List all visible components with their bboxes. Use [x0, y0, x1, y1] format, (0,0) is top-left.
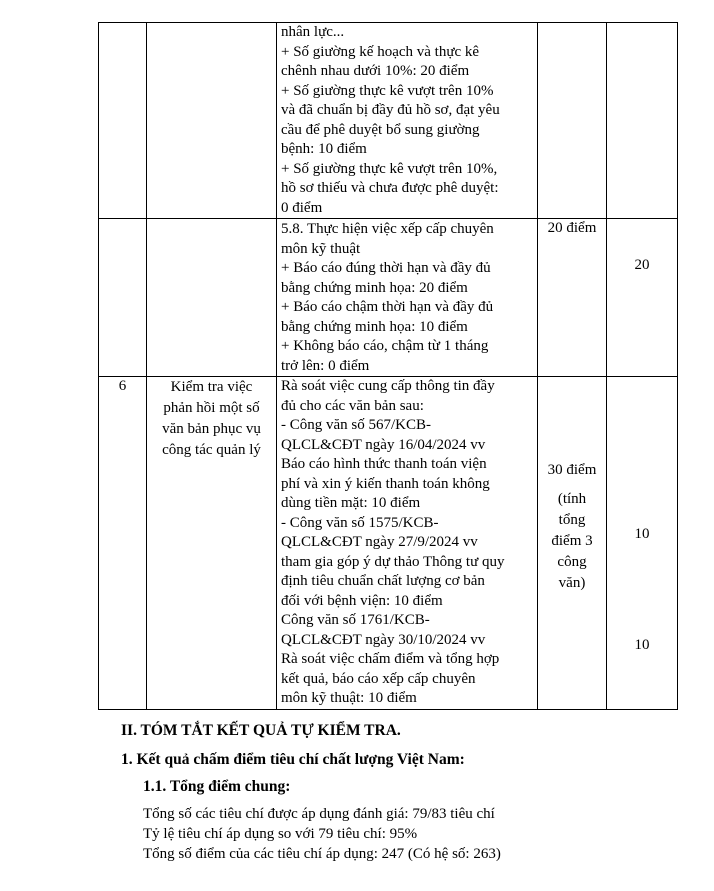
content-line: + Số giường thực kê vượt trên 10%: [281, 82, 494, 99]
content-line: + Số giường kế hoạch và thực kê: [281, 43, 480, 60]
stt-cell: [99, 23, 147, 219]
content-line: - Công văn số 1575/KCB-: [281, 514, 439, 531]
content-line: kết quả, báo cáo xếp cấp chuyên: [281, 670, 476, 687]
content-line: bằng chứng minh họa: 20 điểm: [281, 279, 468, 296]
summary-line: Tỷ lệ tiêu chí áp dụng so với 79 tiêu chí: 95%: [143, 826, 418, 842]
criterion-line: công tác quản lý: [162, 442, 261, 458]
criterion-cell: [147, 23, 277, 219]
content-line: - Công văn số 567/KCB-: [281, 417, 431, 433]
content-line: và đã chuẩn bị đầy đủ hồ sơ, đạt yêu: [281, 102, 500, 118]
max-score-note: công: [557, 553, 587, 570]
content-line: hồ sơ thiếu và chưa được phê duyệt:: [281, 180, 499, 196]
self-score: 20: [634, 257, 650, 273]
content-cell: [277, 377, 538, 710]
criterion-cell: [147, 219, 277, 377]
content-cell: [277, 219, 538, 377]
content-cell: [277, 23, 538, 219]
subsubsection-heading: 1.1. Tổng điểm chung:: [143, 778, 291, 795]
table-row: [99, 23, 678, 219]
content-line: cầu để phê duyệt bổ sung giường: [281, 121, 480, 138]
max-score-note: tổng: [558, 511, 586, 528]
content-line: định tiêu chuẩn chất lượng cơ bản: [281, 573, 485, 589]
content-line: môn kỹ thuật: [281, 240, 361, 257]
criterion-line: Kiểm tra việc: [170, 379, 253, 395]
content-line: + Báo cáo chậm thời hạn và đầy đủ: [281, 299, 494, 315]
content-line: Công văn số 1761/KCB-: [281, 612, 430, 628]
max-score-cell: [538, 23, 607, 219]
max-score-cell: [538, 219, 607, 377]
content-line: QLCL&CĐT ngày 16/04/2024 vv: [281, 436, 486, 453]
summary-line: Tổng số các tiêu chí được áp dụng đánh giá: 79/83 tiêu chí: [143, 806, 495, 822]
content-line: 0 điểm: [281, 199, 323, 216]
max-score: 30 điểm: [547, 462, 597, 478]
self-score-cell: [607, 219, 678, 377]
content-line: + Số giường thực kê vượt trên 10%,: [281, 160, 498, 177]
table-row: [99, 377, 678, 710]
stt-cell: [99, 219, 147, 377]
max-score-cell: [538, 377, 607, 710]
content-line: tham gia góp ý dự thảo Thông tư quy: [281, 553, 505, 570]
content-line: QLCL&CĐT ngày 27/9/2024 vv: [281, 534, 478, 550]
max-score-note: (tính: [557, 490, 587, 507]
content-line: bằng chứng minh họa: 10 điểm: [281, 318, 468, 335]
content-line: trở lên: 0 điểm: [281, 357, 370, 374]
content-line: Rà soát việc chấm điểm và tổng hợp: [281, 651, 500, 667]
content-line: bệnh: 10 điểm: [281, 141, 367, 157]
max-score-note: điểm 3: [551, 532, 593, 549]
max-score: 20 điểm: [547, 220, 597, 236]
max-score-note: văn): [558, 574, 586, 591]
content-line: Rà soát việc cung cấp thông tin đầy: [281, 378, 495, 394]
content-line: chênh nhau dưới 10%: 20 điểm: [281, 63, 470, 79]
criterion-line: phản hồi một số: [163, 400, 260, 416]
content-line: Báo cáo hình thức thanh toán viện: [281, 456, 487, 472]
self-score: 10: [634, 526, 650, 542]
content-line: 5.8. Thực hiện việc xếp cấp chuyên: [281, 221, 494, 237]
content-line: + Báo cáo đúng thời hạn và đầy đủ: [281, 260, 491, 276]
stt-number: 6: [118, 378, 127, 394]
content-line: + Không báo cáo, chậm từ 1 tháng: [281, 338, 489, 354]
self-score: 10: [634, 637, 650, 653]
self-score-cell: [607, 377, 678, 710]
section-heading: II. TÓM TẮT KẾT QUẢ TỰ KIỂM TRA.: [121, 722, 401, 739]
content-line: đối với bệnh viện: 10 điểm: [281, 592, 443, 609]
content-line: phí và xin ý kiến thanh toán không: [281, 475, 490, 492]
summary-line: Tổng số điểm của các tiêu chí áp dụng: 247 (Có hệ số: 263): [143, 846, 501, 862]
content-line: nhân lực...: [281, 24, 345, 40]
criteria-table: [98, 22, 678, 710]
subsection-heading: 1. Kết quả chấm điểm tiêu chí chất lượng Việt Nam:: [121, 751, 465, 768]
content-line: dùng tiền mặt: 10 điểm: [281, 495, 421, 511]
content-line: môn kỹ thuật: 10 điểm: [281, 690, 417, 706]
table-row: [99, 219, 678, 377]
content-line: đủ cho các văn bản sau:: [281, 397, 424, 414]
stt-cell: [99, 377, 147, 710]
content-line: QLCL&CĐT ngày 30/10/2024 vv: [281, 631, 486, 648]
self-score-cell: [607, 23, 678, 219]
criterion-line: văn bản phục vụ: [162, 421, 261, 437]
criterion-cell: [147, 377, 277, 710]
